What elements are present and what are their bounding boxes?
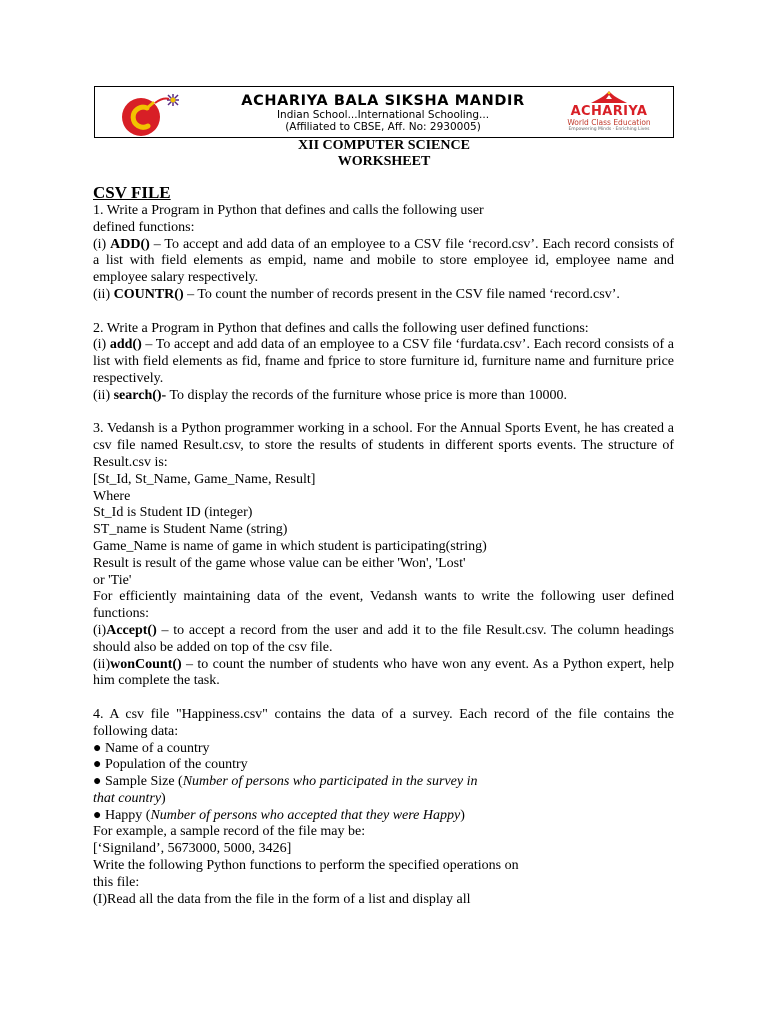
worksheet-title	[0, 138, 768, 170]
part-text: – To accept and add data of an employee to a CSV file ‘record.csv’. Each record consists of a list with field elements as empid, name and mobile to store employee id, employee name and employee salary respectively.	[93, 236, 674, 286]
part-prefix: (ii)	[93, 286, 114, 302]
bullet-text: )	[460, 807, 465, 823]
question-3-part-a	[93, 623, 674, 657]
part-prefix: (i)	[93, 337, 110, 353]
question-3-part-b	[93, 657, 674, 691]
part-text: – to count the number of students who have won any event. As a Python expert, help him complete the task.	[93, 656, 674, 689]
flame-icon	[589, 90, 629, 105]
question-4-write-line2: this file:	[93, 874, 140, 890]
question-4-write-line1: Write the following Python functions to perform the specified operations on	[93, 858, 519, 874]
bullet-text: )	[161, 790, 166, 806]
spacer	[93, 304, 674, 321]
function-name: ADD()	[110, 236, 150, 252]
part-prefix: (i)	[93, 236, 111, 252]
part-text: – to accept a record from the user and add it to the file Result.csv. The column headings should also be added on top of the csv file.	[93, 622, 674, 655]
bullet-italic-text: Number of persons who participated in the survey in	[182, 774, 478, 790]
question-4-sample-record: [‘Signiland’, 5673000, 5000, 3426]	[93, 841, 292, 857]
question-3-task: For efficiently maintaining data of the event, Vedansh wants to write the following user defined functions:	[93, 589, 674, 622]
brand-tagline: World Class Education	[567, 118, 651, 127]
school-tagline: Indian School...International Schooling...	[276, 109, 490, 121]
school-emblem-icon	[107, 89, 187, 137]
bullet-text: ● Sample Size (	[93, 774, 183, 790]
function-name: search()-	[113, 387, 167, 403]
bullet-text: ● Happy (	[93, 807, 151, 823]
spacer	[93, 405, 674, 422]
question-3-field-4b: or 'Tie'	[93, 572, 132, 588]
question-1-intro-line1: 1. Write a Program in Python that defines and calls the following user	[93, 203, 484, 218]
bullet-italic-text: Number of persons who accepted that they were Happy	[150, 807, 461, 823]
question-2-intro: 2. Write a Program in Python that defines and calls the following user defined functions:	[93, 320, 589, 336]
question-1-intro-line2: defined functions:	[93, 219, 195, 235]
function-name: Accept()	[106, 622, 157, 638]
brand-name: ACHARIYA	[570, 104, 648, 119]
question-4-intro: 4. A csv file "Happiness.csv" contains the data of a survey. Each record of the file contains the following data:	[93, 706, 674, 739]
question-4-example: For example, a sample record of the file may be:	[93, 824, 366, 840]
part-prefix: (ii)	[93, 387, 114, 403]
brand-subtagline: Empowering Minds · Enriching Lives	[568, 127, 650, 132]
question-4-bullet-3-cont	[93, 791, 674, 808]
section-heading: CSV FILE	[93, 183, 171, 202]
question-3-field-3: Game_Name is name of game in which student is participating(string)	[93, 538, 487, 554]
function-name: wonCount()	[110, 656, 182, 672]
subject-title: XII COMPUTER SCIENCE	[298, 138, 470, 153]
spacer	[93, 690, 674, 707]
question-2-part-b	[93, 388, 674, 405]
question-3-where: Where	[93, 488, 131, 504]
worksheet-content	[93, 183, 674, 908]
question-3-field-2: ST_name is Student Name (string)	[93, 522, 288, 538]
question-3-structure: [St_Id, St_Name, Game_Name, Result]	[93, 471, 316, 487]
part-text: To display the records of the furniture whose price is more than 10000.	[166, 387, 567, 403]
question-3-intro: 3. Vedansh is a Python programmer working in a school. For the Annual Sports Event, he has created a csv file named Result.csv, to store the results of students in different sports events. The structure of Result.csv is:	[93, 421, 674, 470]
question-3-field-1: St_Id is Student ID (integer)	[93, 505, 253, 521]
function-name: COUNTR()	[113, 286, 184, 302]
part-prefix: (i)	[93, 622, 107, 638]
question-4-bullet-3	[93, 774, 674, 791]
question-2-part-a	[93, 337, 674, 387]
worksheet-label: WORKSHEET	[337, 154, 431, 169]
function-name: add()	[109, 337, 142, 353]
bullet-italic-text: that country	[93, 790, 162, 806]
question-1-part-a	[93, 237, 674, 287]
part-text: – To accept and add data of an employee to a CSV file ‘furdata.csv’. Each record consists of a list with field elements as fid, fname and fprice to store furniture id, furniture name and furniture price respectively.	[93, 337, 675, 386]
school-header-banner	[94, 86, 674, 138]
question-4-item-1: (I)Read all the data from the file in the form of a list and display all	[93, 891, 471, 907]
part-prefix: (ii)	[93, 656, 111, 672]
question-1-part-b	[93, 287, 674, 304]
question-4-bullet-4	[93, 808, 674, 825]
question-3-field-4a: Result is result of the game whose value can be either 'Won', 'Lost'	[93, 555, 466, 571]
school-name: ACHARIYA BALA SIKSHA MANDIR	[241, 93, 525, 109]
question-4-bullet-2: ● Population of the country	[93, 757, 248, 773]
brand-logo	[551, 90, 667, 136]
school-affiliation: (Affiliated to CBSE, Aff. No: 2930005)	[285, 121, 481, 133]
part-text: – To count the number of records present in the CSV file named ‘record.csv’.	[183, 286, 620, 302]
question-4-bullet-1: ● Name of a country	[93, 740, 210, 756]
